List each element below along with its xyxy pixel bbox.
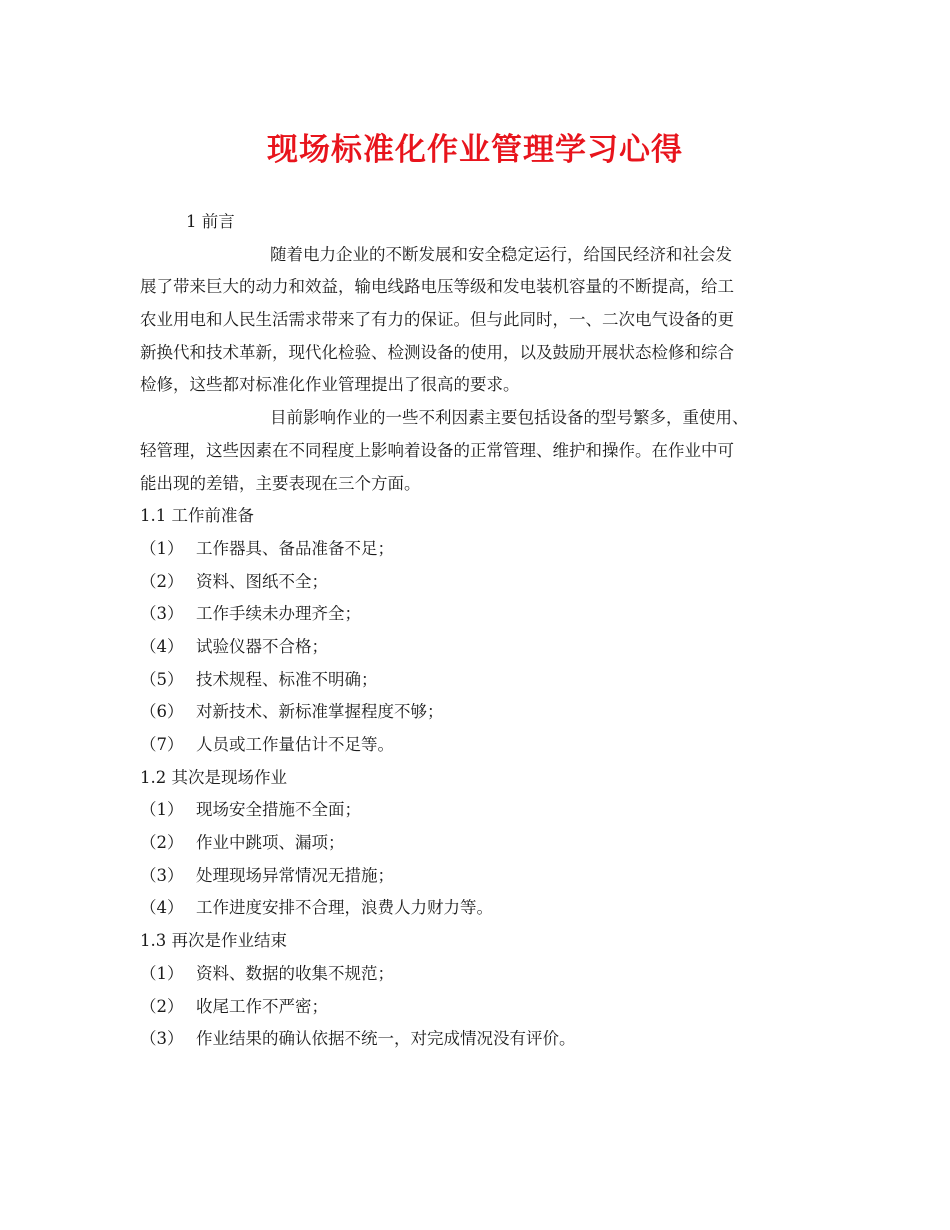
list-item — [140, 794, 820, 827]
section-heading: 1.3 再次是作业结束 — [140, 931, 287, 951]
list-item — [140, 664, 820, 697]
paragraph-2 — [140, 402, 820, 500]
list-item-text: 对新技术、新标准掌握程度不够； — [196, 702, 444, 722]
list-item-number: （3） — [140, 865, 184, 885]
list-item-number: （3） — [140, 604, 184, 624]
list-item — [140, 1023, 820, 1056]
list-item-number: （1） — [140, 963, 184, 983]
list-item — [140, 958, 820, 991]
list-item — [140, 729, 820, 762]
list-item — [140, 860, 820, 893]
list-item-text: 资料、图纸不全； — [196, 571, 328, 591]
list-item-number: （7） — [140, 735, 184, 754]
section-1-1 — [140, 500, 820, 762]
section-heading-intro: 1 前言 — [186, 212, 235, 231]
list-item-number: （3） — [140, 1029, 184, 1049]
list-item — [140, 991, 820, 1024]
list-item-number: （1） — [140, 800, 184, 820]
list-item-number: （2） — [140, 996, 184, 1016]
list-item-text: 现场安全措施不全面； — [196, 800, 361, 820]
list-item — [140, 631, 820, 664]
list-item-number: （4） — [140, 636, 184, 656]
paragraph-line: 目前影响作业的一些不利因素主要包括设备的型号繁多，重使用、 — [270, 408, 749, 428]
list-item-number: （6） — [140, 702, 184, 722]
paragraph-line: 新换代和技术革新，现代化检验、检测设备的使用，以及鼓励开展状态检修和综合 — [140, 342, 734, 362]
section-1-3 — [140, 925, 820, 1056]
list-item-text: 处理现场异常情况无措施； — [196, 865, 394, 885]
list-item-text: 资料、数据的收集不规范； — [196, 963, 394, 983]
section-heading: 1.2 其次是现场作业 — [140, 767, 287, 787]
list-item-text: 工作手续未办理齐全； — [196, 604, 361, 624]
section-heading: 1.1 工作前准备 — [140, 506, 254, 526]
list-item-text: 工作器具、备品准备不足； — [196, 538, 394, 558]
list-item-text: 试验仪器不合格； — [196, 636, 328, 656]
list-item-number: （2） — [140, 833, 184, 853]
document-title: 现场标准化作业管理学习心得 — [267, 132, 683, 168]
list-item — [140, 892, 820, 925]
paragraph-line: 能出现的差错，主要表现在三个方面。 — [140, 473, 421, 493]
paragraph-line: 检修，这些都对标准化作业管理提出了很高的要求。 — [140, 375, 520, 395]
list-item-text: 人员或工作量估计不足等。 — [196, 735, 394, 754]
section-1-2 — [140, 762, 820, 925]
paragraph-1 — [140, 239, 820, 402]
paragraph-line: 随着电力企业的不断发展和安全稳定运行，给国民经济和社会发 — [270, 244, 732, 264]
list-item — [140, 533, 820, 566]
list-item-number: （5） — [140, 669, 184, 689]
paragraph-line: 轻管理，这些因素在不同程度上影响着设备的正常管理、维护和操作。在作业中可 — [140, 440, 734, 460]
list-item-text: 技术规程、标准不明确； — [196, 669, 378, 689]
list-item-number: （4） — [140, 898, 184, 918]
list-item — [140, 566, 820, 599]
list-item-text: 作业中跳项、漏项； — [196, 833, 345, 853]
list-item-text: 作业结果的确认依据不统一，对完成情况没有评价。 — [196, 1029, 576, 1049]
list-item — [140, 827, 820, 860]
list-item-text: 收尾工作不严密； — [196, 996, 328, 1016]
list-item-number: （1） — [140, 538, 184, 558]
paragraph-line: 展了带来巨大的动力和效益，输电线路电压等级和发电装机容量的不断提高，给工 — [140, 277, 734, 297]
list-item-text: 工作进度安排不合理，浪费人力财力等。 — [196, 898, 493, 918]
list-item-number: （2） — [140, 571, 184, 591]
list-item — [140, 598, 820, 631]
document-body — [140, 206, 820, 1056]
paragraph-line: 农业用电和人民生活需求带来了有力的保证。但与此同时，一、二次电气设备的更 — [140, 310, 734, 330]
list-item — [140, 696, 820, 729]
